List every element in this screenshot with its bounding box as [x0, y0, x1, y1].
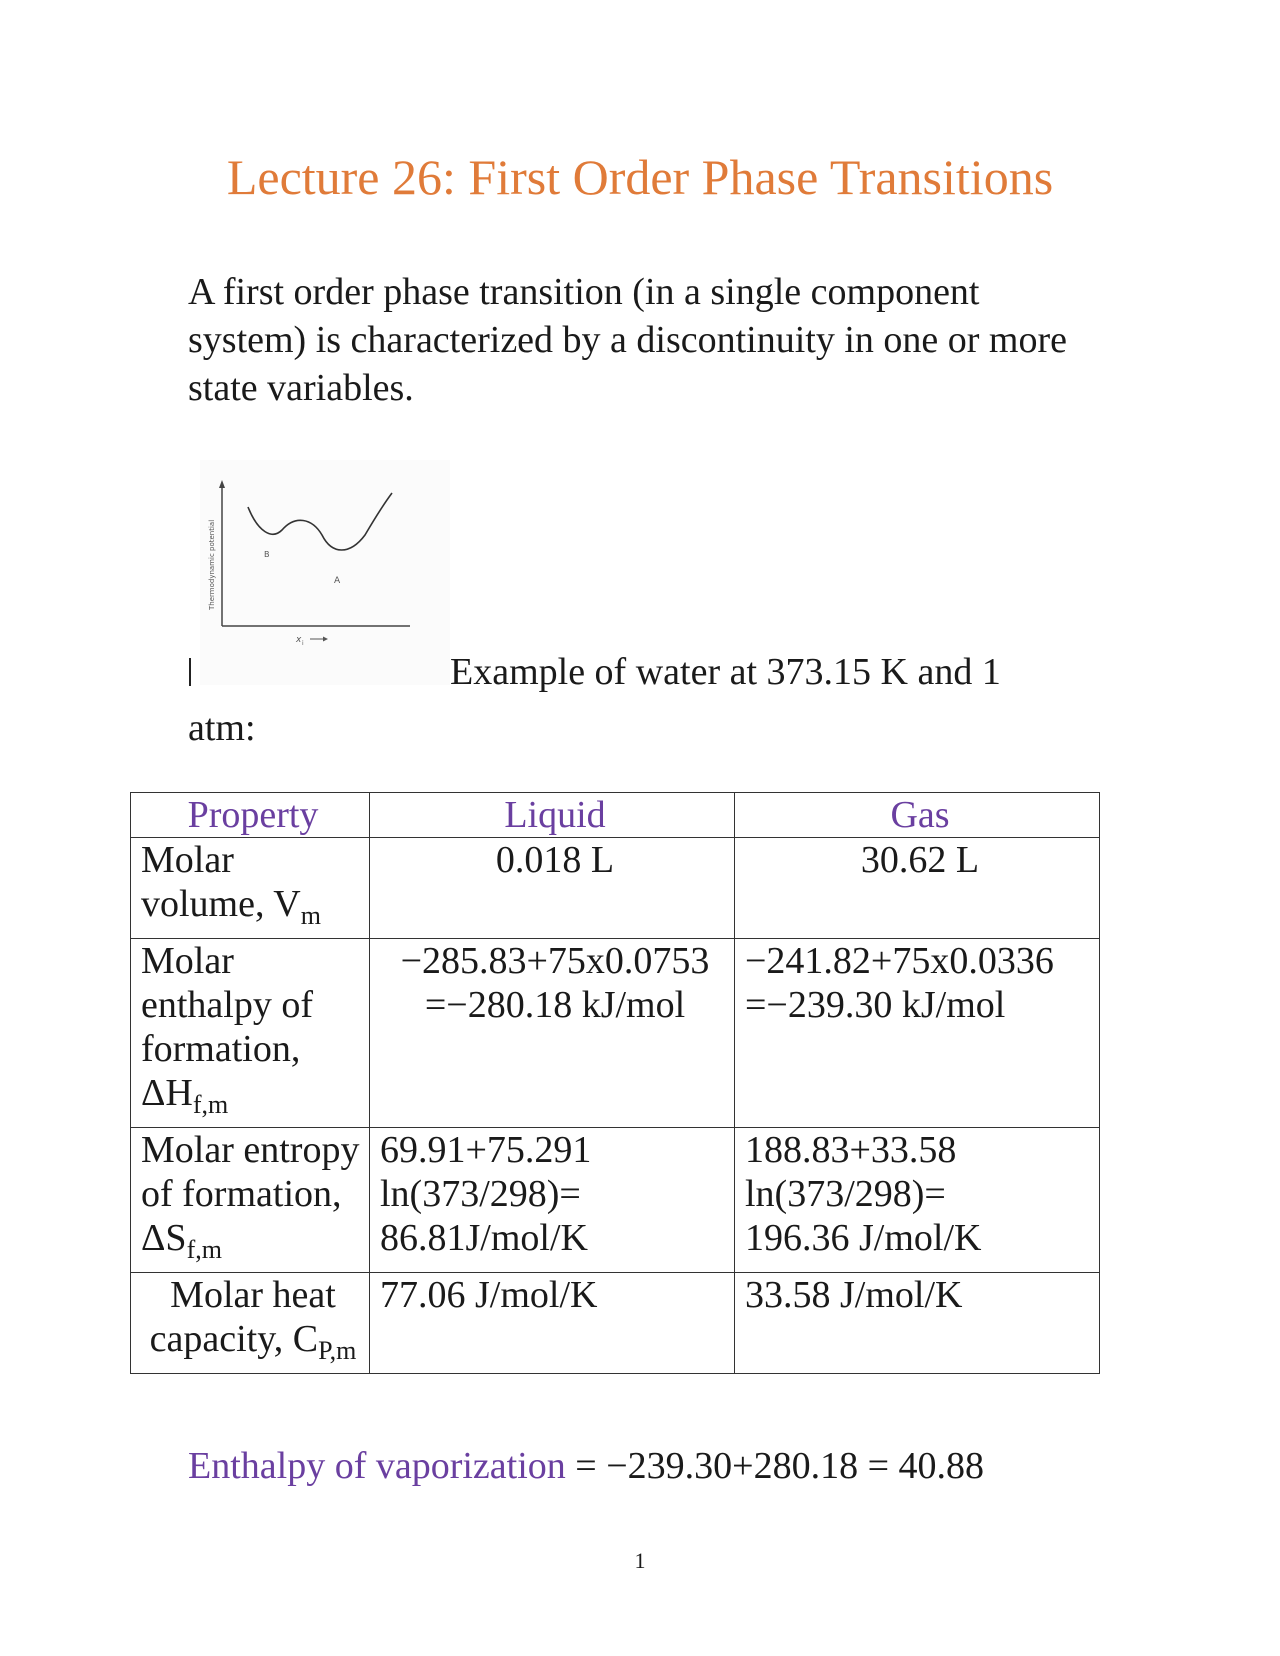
gas-cell-line: −241.82+75x0.0336	[745, 940, 1054, 982]
gas-cell-line: 196.36 J/mol/K	[745, 1217, 982, 1259]
row-property-label: Molar volume, V	[141, 839, 301, 925]
page-title: Lecture 26: First Order Phase Transitions	[226, 149, 1054, 205]
liquid-cell-line: =−280.18 kJ/mol	[424, 984, 686, 1026]
table-row	[131, 1273, 1100, 1374]
liquid-cell-line: ln(373/298)=	[380, 1173, 581, 1215]
liquid-cell-line: 69.91+75.291	[380, 1129, 592, 1171]
liquid-cell	[370, 1128, 735, 1273]
example-text-line2: atm:	[188, 707, 256, 749]
gas-cell-line: 188.83+33.58	[745, 1129, 957, 1171]
gas-cell-line: ln(373/298)=	[745, 1173, 946, 1215]
row-property-label: Molar entropy of formation, ΔS	[141, 1129, 360, 1259]
intro-paragraph: A first order phase transition (in a single component system) is characterized by a discontinuity in one or more state variables.	[188, 271, 1068, 409]
row-property-cell	[131, 1128, 370, 1273]
gas-cell: 30.62 L	[735, 838, 1100, 939]
properties-table	[130, 792, 1100, 1374]
gas-cell: 33.58 J/mol/K	[735, 1273, 1100, 1374]
header-property: Property	[131, 793, 370, 838]
potential-curve-figure	[200, 460, 450, 685]
header-liquid: Liquid	[370, 793, 735, 838]
row-property-label: Molar heat capacity, C	[149, 1274, 336, 1360]
x-axis-label: x	[296, 635, 302, 645]
row-property-subscript: P,m	[318, 1336, 357, 1365]
figure-background	[200, 460, 450, 685]
y-axis-label: Thermodynamic potential	[208, 519, 216, 610]
table-row	[131, 939, 1100, 1128]
enthalpy-summary	[188, 1444, 984, 1488]
table-header-row	[131, 793, 1100, 838]
liquid-cell-line: 86.81J/mol/K	[380, 1217, 588, 1259]
page-number: 1	[634, 1548, 646, 1573]
liquid-cell	[370, 939, 735, 1128]
row-property-subscript: f,m	[186, 1235, 222, 1264]
text-cursor-mark	[189, 658, 191, 686]
row-property-subscript: m	[300, 901, 321, 930]
example-text-line1: Example of water at 373.15 K and 1	[450, 651, 1001, 693]
liquid-cell-line: −285.83+75x0.0753	[400, 940, 710, 982]
row-property-cell	[131, 838, 370, 939]
row-property-subscript: f,m	[192, 1090, 229, 1119]
gas-cell	[735, 1128, 1100, 1273]
header-gas: Gas	[735, 793, 1100, 838]
summary-label: Enthalpy of vaporization	[188, 1445, 566, 1487]
gas-cell-line: =−239.30 kJ/mol	[745, 984, 1006, 1026]
table-row	[131, 838, 1100, 939]
row-property-cell	[131, 1273, 370, 1374]
liquid-cell: 77.06 J/mol/K	[370, 1273, 735, 1374]
point-a-label: A	[334, 576, 341, 586]
row-property-cell	[131, 939, 370, 1128]
table-row	[131, 1128, 1100, 1273]
summary-equation: = −239.30+280.18 = 40.88	[565, 1445, 985, 1487]
x-axis-subscript: i	[302, 640, 304, 647]
liquid-cell: 0.018 L	[370, 838, 735, 939]
gas-cell	[735, 939, 1100, 1128]
row-property-label: Molar enthalpy of formation, ΔH	[141, 940, 314, 1114]
point-b-label: B	[264, 550, 270, 559]
